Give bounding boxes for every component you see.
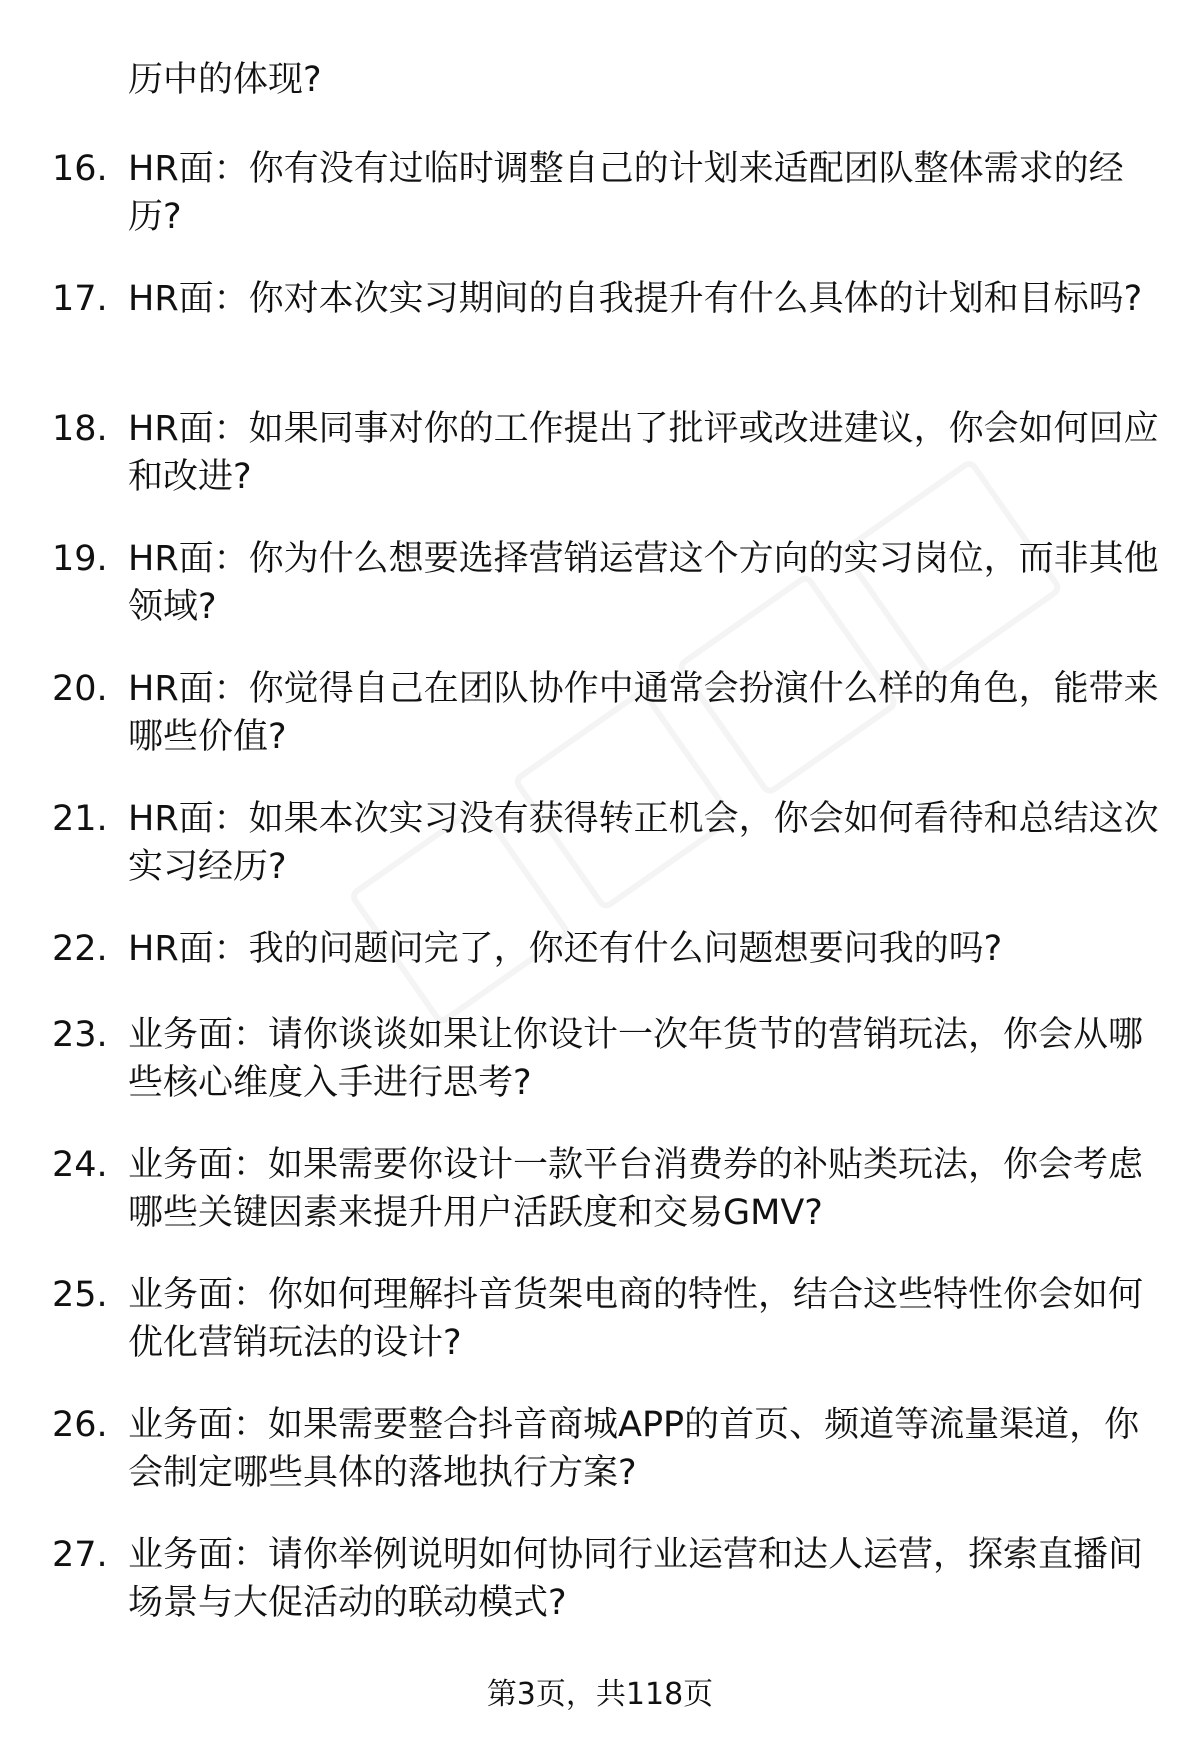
question-text: 业务面：请你谈谈如果让你设计一次年货节的营销玩法，你会从哪些核心维度入手进行思考? — [128, 1015, 1144, 1103]
question-number: 21. — [52, 799, 108, 839]
question-item — [0, 535, 1200, 665]
question-number: 23. — [52, 1015, 108, 1055]
question-number: 26. — [52, 1405, 108, 1445]
page-footer: 第3页，共118页 — [486, 1677, 714, 1712]
question-text: 业务面：你如何理解抖音货架电商的特性，结合这些特性你会如何优化营销玩法的设计? — [128, 1275, 1144, 1363]
question-number: 27. — [52, 1535, 108, 1575]
question-item — [0, 1011, 1200, 1141]
question-item — [0, 405, 1200, 535]
question-text: HR面：你觉得自己在团队协作中通常会扮演什么样的角色，能带来哪些价值? — [128, 669, 1159, 757]
question-item — [0, 665, 1200, 795]
question-text: HR面：你为什么想要选择营销运营这个方向的实习岗位，而非其他领域? — [128, 539, 1159, 627]
question-text: HR面：如果本次实习没有获得转正机会，你会如何看待和总结这次实习经历? — [128, 799, 1159, 887]
question-item — [0, 1401, 1200, 1531]
question-text: HR面：如果同事对你的工作提出了批评或改进建议，你会如何回应和改进? — [128, 409, 1159, 497]
question-item — [0, 1141, 1200, 1271]
question-number: 22. — [52, 929, 108, 969]
question-item — [0, 275, 1200, 405]
question-list — [0, 145, 1200, 1661]
question-text: HR面：你对本次实习期间的自我提升有什么具体的计划和目标吗? — [128, 279, 1143, 319]
question-text: HR面：我的问题问完了，你还有什么问题想要问我的吗? — [128, 929, 1003, 969]
question-number: 20. — [52, 669, 108, 709]
question-number: 17. — [52, 279, 108, 319]
question-item — [0, 1271, 1200, 1401]
question-number: 18. — [52, 409, 108, 449]
question-text: 业务面：如果需要你设计一款平台消费券的补贴类玩法，你会考虑哪些关键因素来提升用户活跃度和交易GMV? — [128, 1145, 1144, 1233]
continuation-text: 历中的体现? — [128, 60, 322, 100]
question-text: 业务面：请你举例说明如何协同行业运营和达人运营，探索直播间场景与大促活动的联动模式? — [128, 1535, 1144, 1623]
question-number: 24. — [52, 1145, 108, 1185]
question-item — [0, 1531, 1200, 1661]
question-item — [0, 145, 1200, 275]
question-number: 16. — [52, 149, 108, 189]
question-item — [0, 795, 1200, 925]
question-number: 19. — [52, 539, 108, 579]
question-number: 25. — [52, 1275, 108, 1315]
question-text: 业务面：如果需要整合抖音商城APP的首页、频道等流量渠道，你会制定哪些具体的落地执行方案? — [128, 1405, 1140, 1493]
question-item — [0, 925, 1200, 1011]
question-text: HR面：你有没有过临时调整自己的计划来适配团队整体需求的经历? — [128, 149, 1124, 237]
